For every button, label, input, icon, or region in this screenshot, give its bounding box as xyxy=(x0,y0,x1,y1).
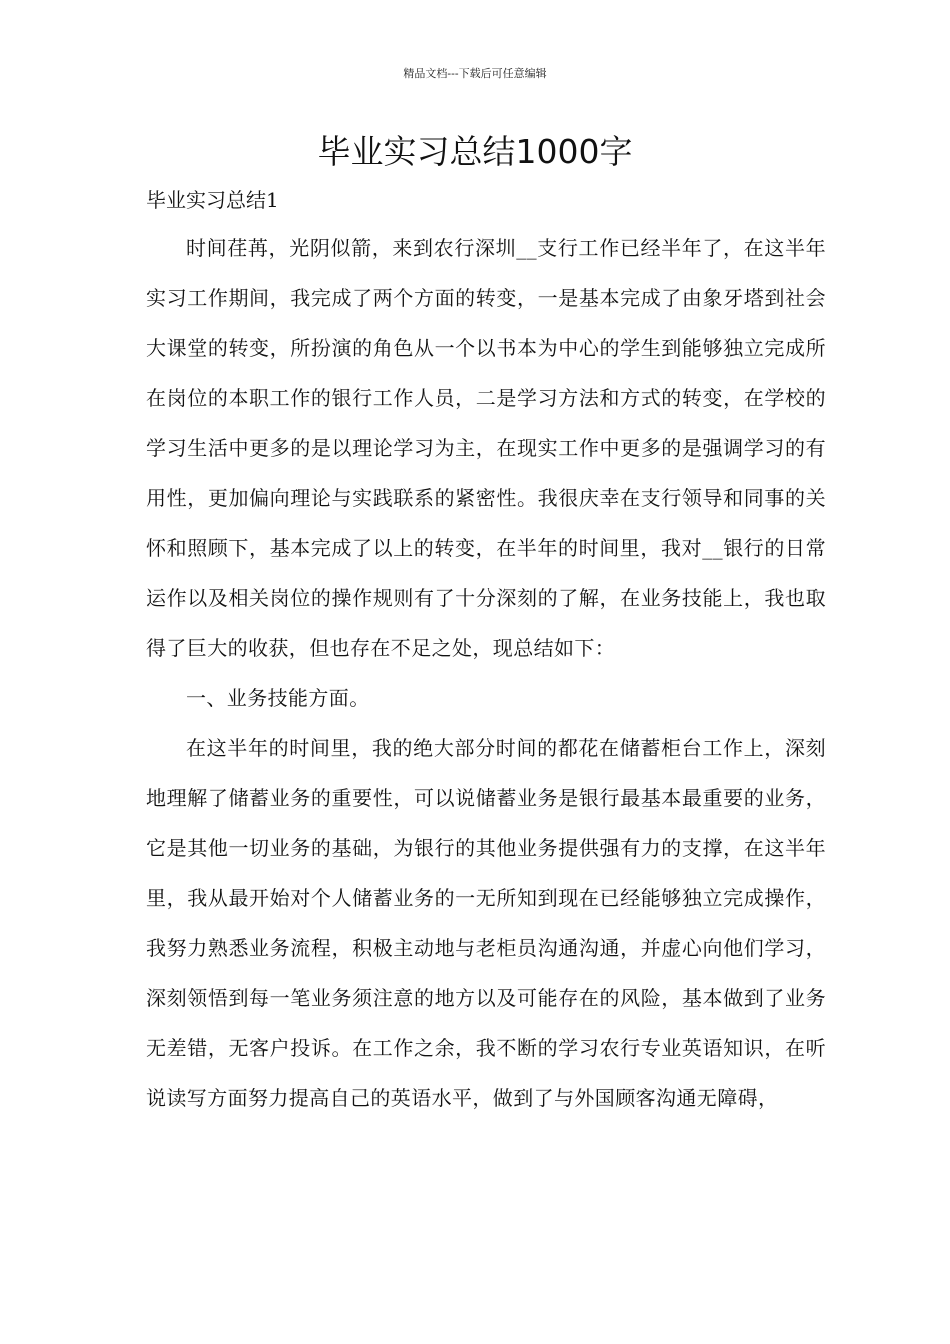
section-subtitle: 毕业实习总结1 xyxy=(146,188,279,212)
paragraph-intro: 时间荏苒，光阴似箭，来到农行深圳__支行工作已经半年了，在这半年实习工作期间，我完成了两个方面的转变，一是基本完成了由象牙塔到社会大课堂的转变，所扮演的角色从一个以书本为中心的学生到能够独立完成所在岗位的本职工作的银行工作人员，二是学习方法和方式的转变，在学校的学习生活中更多的是以理论学习为主，在现实工作中更多的是强调学习的有用性，更加偏向理论与实践联系的紧密性。我很庆幸在支行领导和同事的关怀和照顾下，基本完成了以上的转变，在半年的时间里，我对__银行的日常运作以及相关岗位的操作规则有了十分深刻的了解，在业务技能上，我也取得了巨大的收获，但也存在不足之处，现总结如下： xyxy=(146,236,826,660)
body-text xyxy=(146,223,826,1123)
paragraph-skills: 在这半年的时间里，我的绝大部分时间的都花在储蓄柜台工作上，深刻地理解了储蓄业务的重要性，可以说储蓄业务是银行最基本最重要的业务，它是其他一切业务的基础，为银行的其他业务提供强有力的支撑，在这半年里，我从最开始对个人储蓄业务的一无所知到现在已经能够独立完成操作，我努力熟悉业务流程，积极主动地与老柜员沟通沟通，并虚心向他们学习，深刻领悟到每一笔业务须注意的地方以及可能存在的风险，基本做到了业务无差错，无客户投诉。在工作之余，我不断的学习农行专业英语知识，在听说读写方面努力提高自己的英语水平，做到了与外国顾客沟通无障碍， xyxy=(146,736,826,1110)
section-heading-skills: 一、业务技能方面。 xyxy=(186,686,370,710)
document-title: 毕业实习总结1000字 xyxy=(317,132,633,171)
header-note: 精品文档---下载后可任意编辑 xyxy=(403,67,547,80)
